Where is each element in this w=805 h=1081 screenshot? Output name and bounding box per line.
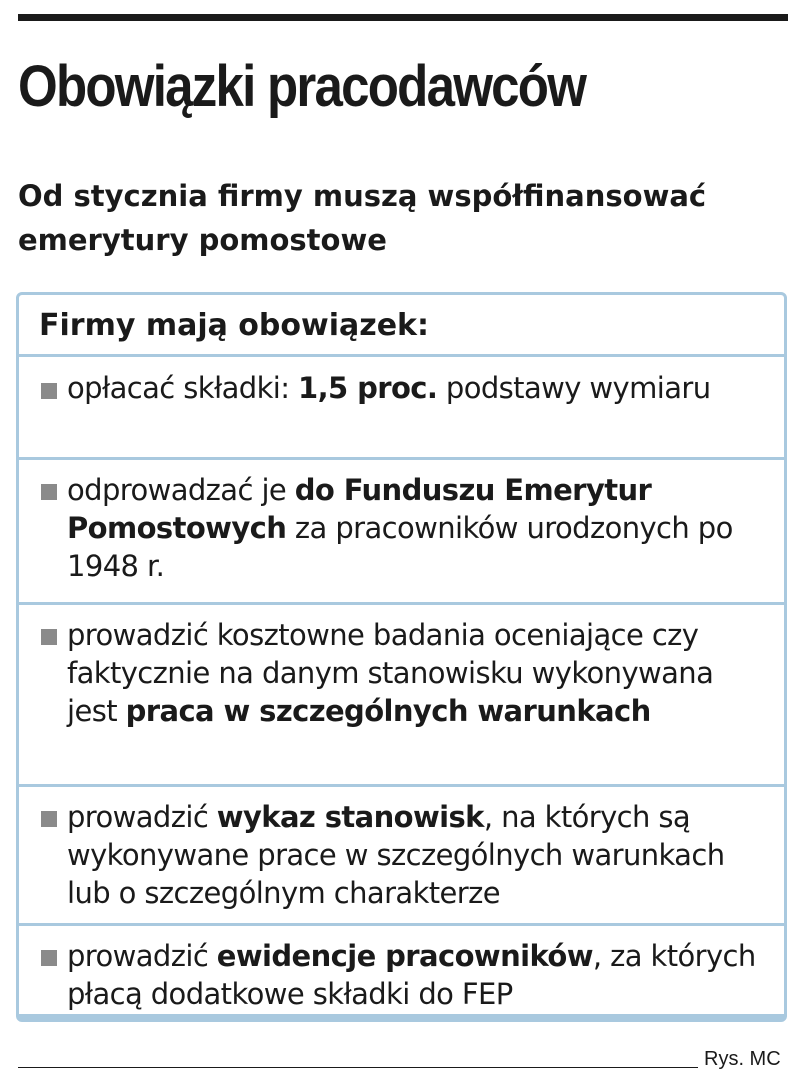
item-text-bold: praca w szczególnych warunkach xyxy=(125,694,651,728)
list-item xyxy=(19,602,784,784)
square-bullet-icon xyxy=(41,383,57,399)
obligations-list xyxy=(19,359,784,1023)
list-item xyxy=(19,784,784,923)
item-text-normal: prowadzić kosztowne badania oceniające czy faktycznie na danym stanowisku wykonywana jest xyxy=(67,618,714,728)
item-text-normal: prowadzić xyxy=(67,939,217,973)
item-text-bold: ewidencje pracowników xyxy=(216,939,593,973)
list-item xyxy=(19,457,784,602)
item-text-bold: 1,5 proc. xyxy=(298,371,438,405)
footer-rule xyxy=(18,1067,698,1068)
page-title: Obowiązki pracodawców xyxy=(18,54,586,119)
square-bullet-icon xyxy=(41,484,57,500)
top-rule xyxy=(18,14,788,21)
list-item xyxy=(19,923,784,1023)
square-bullet-icon xyxy=(41,811,57,827)
item-text-bold: wykaz stanowisk xyxy=(216,800,484,834)
item-text-normal: podstawy wymiaru xyxy=(437,371,711,405)
list-item xyxy=(19,359,784,457)
obligations-box xyxy=(16,292,787,1022)
item-text-normal: za pracowników urodzonych po 1948 r. xyxy=(67,511,733,583)
item-text-normal: opłacać składki: xyxy=(67,371,299,405)
item-text-normal: odprowadzać je xyxy=(67,473,295,507)
item-text-bold: do Funduszu Emerytur Pomostowych xyxy=(67,473,652,545)
item-text-normal: prowadzić xyxy=(67,800,217,834)
item-text-normal: , na których są wykonywane prace w szczególnych warunkach lub o szczególnym charakterze xyxy=(67,800,725,910)
square-bullet-icon xyxy=(41,950,57,966)
square-bullet-icon xyxy=(41,629,57,645)
image-credit: Rys. MC xyxy=(704,1048,781,1070)
item-text-normal: , za których płacą dodatkowe składki do FEP xyxy=(67,939,756,1011)
subtitle: Od stycznia firmy muszą współfinansować emerytury pomostowe xyxy=(18,179,707,257)
box-header: Firmy mają obowiązek: xyxy=(19,295,784,357)
